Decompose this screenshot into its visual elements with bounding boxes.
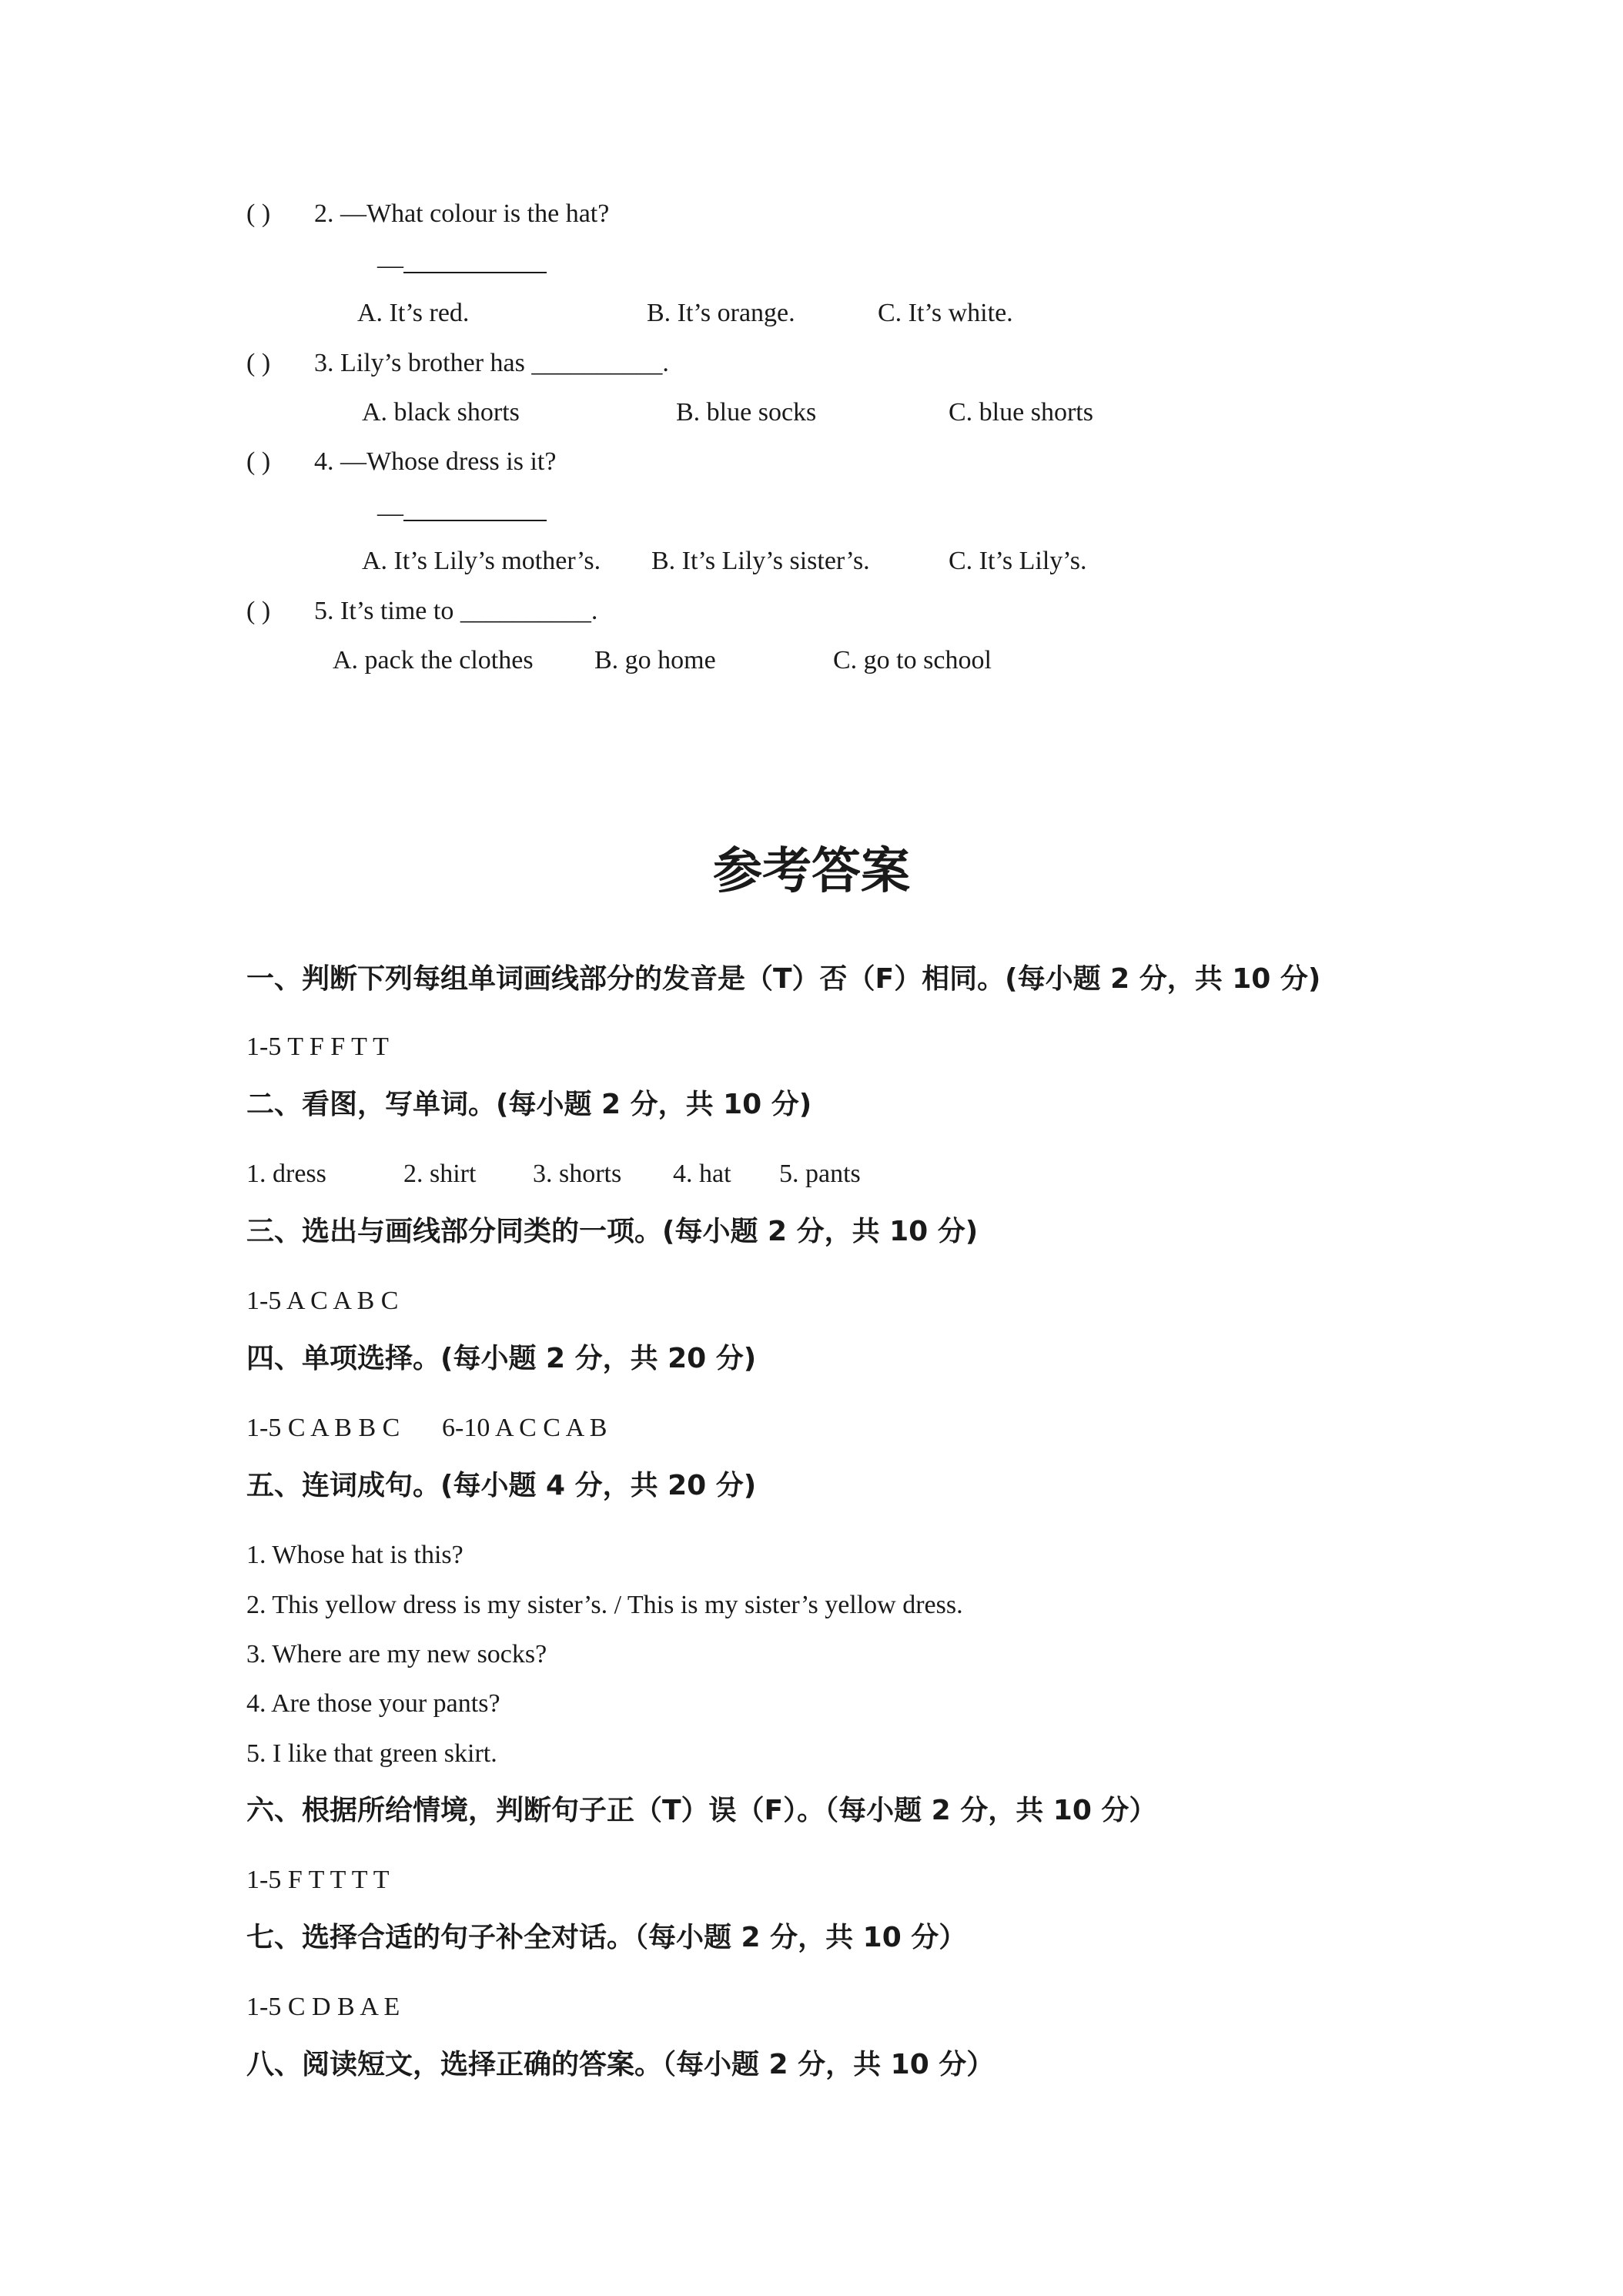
section-5-answer-1: 1. Whose hat is this? <box>246 1541 463 1569</box>
section-2-heading: 二、看图，写单词。(每小题 2 分，共 10 分) <box>246 1089 812 1120</box>
option-a: A. It’s Lily’s mother’s. <box>362 547 601 575</box>
section-5-heading: 五、连词成句。(每小题 4 分，共 20 分) <box>246 1470 757 1501</box>
question-stem: 4. —Whose dress is it? <box>314 447 557 476</box>
option-b: B. blue socks <box>676 398 817 427</box>
option-b: B. It’s orange. <box>647 299 795 327</box>
section-5-answer-4: 4. Are those your pants? <box>246 1689 500 1718</box>
answer-blank <box>403 497 547 521</box>
answer-parenthesis: ( ) <box>246 349 271 377</box>
section-3-answer: 1-5 A C A B C <box>246 1287 399 1315</box>
section-2-answer-4: 4. hat <box>673 1160 731 1188</box>
option-c: C. blue shorts <box>949 398 1093 427</box>
question-stem: 5. It’s time to __________. <box>314 597 598 625</box>
answer-parenthesis: ( ) <box>246 199 271 228</box>
answer-dash-line <box>377 249 547 281</box>
answer-key-title: 参考答案 <box>713 843 910 900</box>
dash-mark: — <box>377 499 403 527</box>
section-1-heading: 一、判断下列每组单词画线部分的发音是（T）否（F）相同。(每小题 2 分，共 10 分) <box>246 963 1321 995</box>
section-5-answer-3: 3. Where are my new socks? <box>246 1640 547 1668</box>
section-6-heading: 六、根据所给情境，判断句子正（T）误（F）。（每小题 2 分，共 10 分） <box>246 1795 1157 1826</box>
option-a: A. black shorts <box>362 398 520 427</box>
section-6-answer: 1-5 F T T T T <box>246 1866 390 1894</box>
section-4-answer-1: 1-5 C A B B C <box>246 1414 400 1442</box>
section-1-answer: 1-5 T F F T T <box>246 1033 389 1061</box>
section-5-answer-2: 2. This yellow dress is my sister’s. / This is my sister’s yellow dress. <box>246 1591 963 1619</box>
answer-parenthesis: ( ) <box>246 597 271 625</box>
option-c: C. It’s Lily’s. <box>949 547 1087 575</box>
answer-dash-line <box>377 497 547 529</box>
option-c: C. It’s white. <box>878 299 1013 327</box>
question-stem: 3. Lily’s brother has __________. <box>314 349 669 377</box>
option-b: B. go home <box>594 646 716 674</box>
answer-blank <box>403 249 547 273</box>
section-4-heading: 四、单项选择。(每小题 2 分，共 20 分) <box>246 1343 757 1374</box>
dash-mark: — <box>377 251 403 279</box>
answer-parenthesis: ( ) <box>246 447 271 476</box>
section-2-answer-2: 2. shirt <box>403 1160 477 1188</box>
section-2-answer-1: 1. dress <box>246 1160 326 1188</box>
section-4-answer-2: 6-10 A C C A B <box>442 1414 607 1442</box>
section-7-heading: 七、选择合适的句子补全对话。（每小题 2 分，共 10 分） <box>246 1922 967 1953</box>
option-c: C. go to school <box>833 646 992 674</box>
section-2-answer-3: 3. shorts <box>533 1160 622 1188</box>
section-3-heading: 三、选出与画线部分同类的一项。(每小题 2 分，共 10 分) <box>246 1216 979 1247</box>
option-a: A. It’s red. <box>357 299 470 327</box>
option-a: A. pack the clothes <box>333 646 534 674</box>
section-7-answer: 1-5 C D B A E <box>246 1993 400 2021</box>
section-2-answer-5: 5. pants <box>779 1160 861 1188</box>
section-5-answer-5: 5. I like that green skirt. <box>246 1739 497 1768</box>
question-stem: 2. —What colour is the hat? <box>314 199 610 228</box>
option-b: B. It’s Lily’s sister’s. <box>651 547 870 575</box>
section-8-heading: 八、阅读短文，选择正确的答案。（每小题 2 分，共 10 分） <box>246 2049 995 2080</box>
